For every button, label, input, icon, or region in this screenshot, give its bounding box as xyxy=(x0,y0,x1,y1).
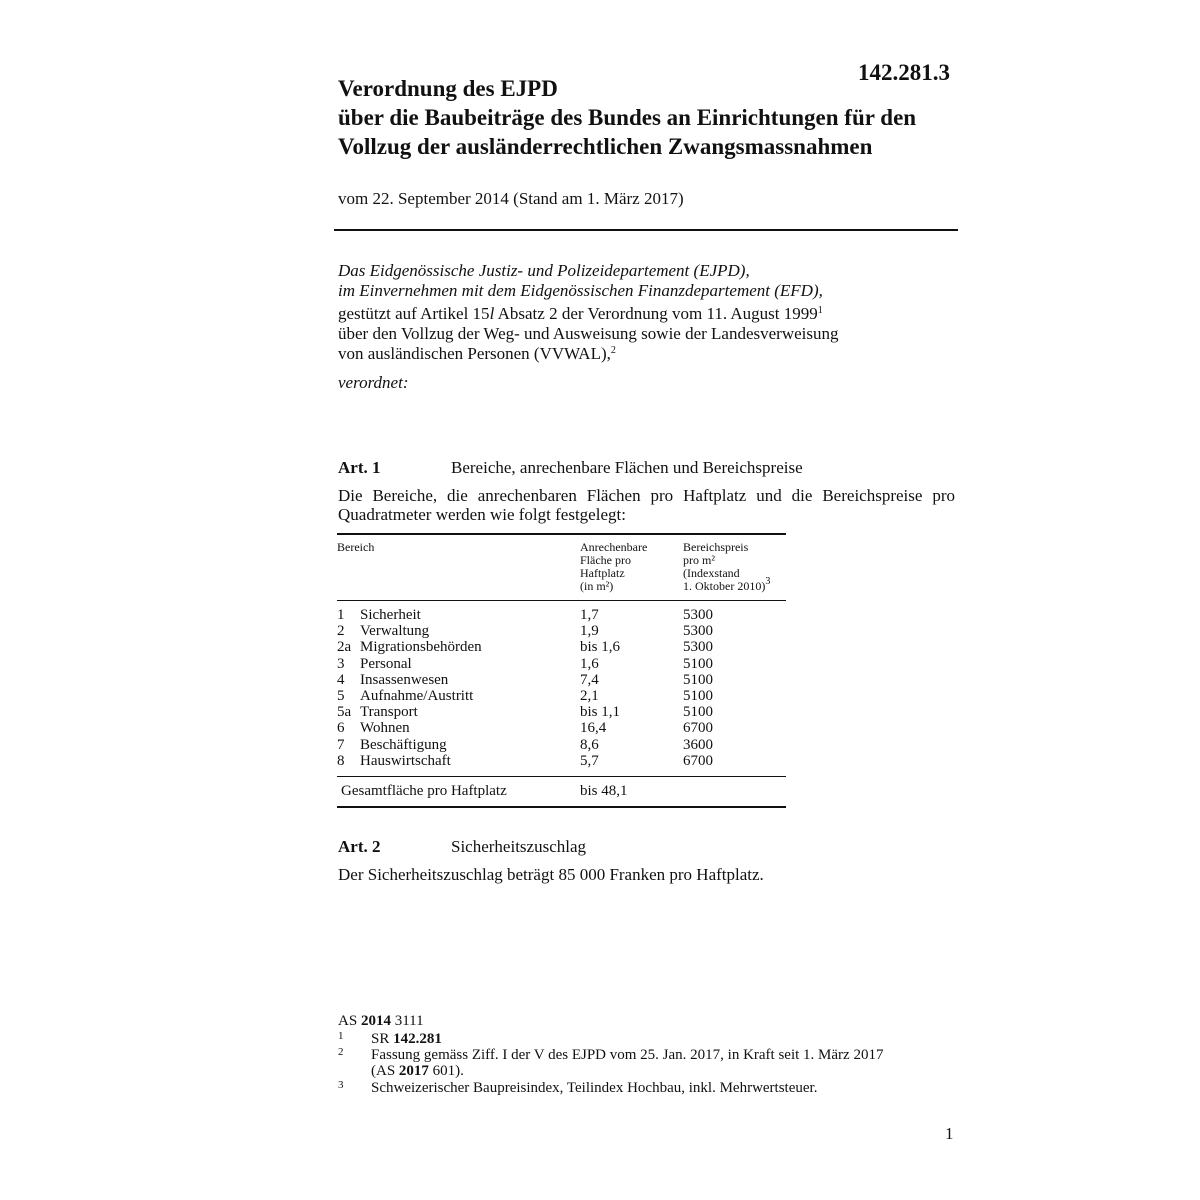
table-row xyxy=(0,737,1200,753)
table-row xyxy=(0,688,1200,704)
as-year: 2014 xyxy=(360,1013,391,1029)
preamble-authorities xyxy=(338,261,823,301)
footnote-2-mark: 2 xyxy=(338,1046,344,1058)
row-bereich: Sicherheit xyxy=(360,607,421,623)
row-bereich: Hauswirtschaft xyxy=(360,752,451,769)
th-flaeche-2: Fläche pro xyxy=(580,553,631,567)
row-preis: 3600 xyxy=(683,736,713,753)
table-rule-top xyxy=(337,533,786,535)
header-rule xyxy=(334,229,958,231)
table-row xyxy=(0,639,1200,655)
authority-efd: im Einvernehmen mit dem Eidgenössischen Finanzdepartement (EFD), xyxy=(338,281,823,300)
total-area: bis 48,1 xyxy=(580,783,628,799)
row-flaeche: 7,4 xyxy=(580,671,599,688)
row-number: 5a xyxy=(337,704,352,721)
footnote-1-mark: 1 xyxy=(338,1030,344,1042)
th-preis-1: Bereichspreis xyxy=(683,540,749,554)
row-flaeche: 2,1 xyxy=(580,688,599,704)
row-bereich: Verwaltung xyxy=(360,623,430,640)
title-line-1: Verordnung des EJPD xyxy=(338,76,558,101)
document-title xyxy=(338,74,978,161)
page-number: 1 xyxy=(945,1124,954,1143)
basis-text-c: Absatz 2 der Verordnung vom 11. August 1999 xyxy=(494,304,818,323)
row-bereich: Aufnahme/Austritt xyxy=(360,688,474,704)
preamble-basis xyxy=(338,304,958,364)
basis-line-2: über den Vollzug der Weg- und Ausweisung sowie der Landesverweisung xyxy=(338,324,839,343)
table-row xyxy=(0,607,1200,623)
row-flaeche: 8,6 xyxy=(580,736,599,753)
verordnet: verordnet: xyxy=(338,373,409,392)
row-bereich: Wohnen xyxy=(360,720,410,737)
fn1-number: 142.281 xyxy=(393,1031,442,1047)
footnote-1 xyxy=(371,1031,442,1047)
as-page: 3111 xyxy=(390,1013,424,1029)
table-row xyxy=(0,753,1200,769)
row-flaeche: 1,7 xyxy=(580,607,599,623)
footnote-ref-3[interactable]: 3 xyxy=(765,576,771,587)
row-preis: 5300 xyxy=(683,623,713,640)
row-bereich: Transport xyxy=(360,704,418,721)
row-bereich: Migrationsbehörden xyxy=(360,639,482,656)
row-number: 4 xyxy=(337,671,345,688)
art1-title: Bereiche, anrechenbare Flächen und Bereichspreise xyxy=(451,458,803,477)
row-number: 1 xyxy=(337,607,345,623)
table-row xyxy=(0,704,1200,720)
basis-text-letter: l xyxy=(489,304,495,323)
total-label: Gesamtfläche pro Haftplatz xyxy=(341,783,507,799)
title-line-2: über die Baubeiträge des Bundes an Einrichtungen für den xyxy=(338,105,917,130)
row-preis: 5100 xyxy=(683,688,713,704)
th-preis-4 xyxy=(683,576,771,593)
basis-text-3: von ausländischen Personen (VVWAL), xyxy=(338,344,611,363)
th-flaeche-4: (in m²) xyxy=(580,579,614,593)
art1-number: Art. 1 xyxy=(338,458,381,477)
table-row xyxy=(0,720,1200,736)
row-number: 2 xyxy=(337,623,345,640)
row-bereich: Insassenwesen xyxy=(360,671,449,688)
table-row xyxy=(0,656,1200,672)
row-number: 2a xyxy=(337,639,352,656)
footnote-2 xyxy=(371,1047,883,1079)
fn2-year: 2017 xyxy=(398,1063,429,1079)
footnote-ref-2[interactable]: 2 xyxy=(610,345,616,356)
th-preis-3: (Indexstand xyxy=(683,566,740,580)
fn1-prefix: SR xyxy=(371,1031,394,1047)
sr-number: 142.281.3 xyxy=(858,60,950,85)
art2-title: Sicherheitszuschlag xyxy=(451,837,587,856)
row-preis: 5100 xyxy=(683,704,713,721)
as-prefix: AS xyxy=(338,1013,361,1029)
footnote-3: Schweizerischer Baupreisindex, Teilindex Hochbau, inkl. Mehrwertsteuer. xyxy=(371,1080,818,1096)
row-number: 8 xyxy=(337,752,345,769)
row-preis: 5300 xyxy=(683,607,713,623)
row-preis: 5100 xyxy=(683,671,713,688)
fn2-line-1: Fassung gemäss Ziff. I der V des EJPD vom 25. Jan. 2017, in Kraft seit 1. März 2017 xyxy=(371,1047,884,1063)
basis-line-1 xyxy=(338,304,958,324)
date-line: vom 22. September 2014 (Stand am 1. März 2017) xyxy=(338,189,684,208)
table-rule-header xyxy=(337,600,786,601)
row-flaeche: bis 1,1 xyxy=(580,704,621,721)
th-preis-4-text: 1. Oktober 2010) xyxy=(683,579,766,593)
row-bereich: Personal xyxy=(360,655,412,672)
row-bereich: Beschäftigung xyxy=(360,736,447,753)
row-flaeche: 16,4 xyxy=(580,720,607,737)
th-bereich: Bereich xyxy=(337,540,375,554)
row-number: 5 xyxy=(337,688,345,704)
row-flaeche: 1,9 xyxy=(580,623,599,640)
table-rule-total xyxy=(337,776,786,777)
th-preis xyxy=(683,541,770,593)
row-flaeche: 5,7 xyxy=(580,752,599,769)
row-number: 6 xyxy=(337,720,345,737)
row-preis: 6700 xyxy=(683,720,713,737)
art2-number: Art. 2 xyxy=(338,837,381,856)
art2-text: Der Sicherheitszuschlag beträgt 85 000 Franken pro Haftplatz. xyxy=(338,865,764,884)
footnote-3-mark: 3 xyxy=(338,1079,344,1091)
fn2-a: (AS xyxy=(371,1063,399,1079)
row-flaeche: bis 1,6 xyxy=(580,639,621,656)
footnote-ref-1[interactable]: 1 xyxy=(817,305,823,316)
as-reference xyxy=(338,1013,424,1029)
table-rule-bottom xyxy=(337,806,786,808)
th-flaeche-3: Haftplatz xyxy=(580,566,625,580)
authority-ejpd: Das Eidgenössische Justiz- und Polizeidepartement (EJPD), xyxy=(338,261,750,280)
th-flaeche-1: Anrechenbare xyxy=(580,540,648,554)
art1-heading xyxy=(338,458,803,478)
row-number: 7 xyxy=(337,736,345,753)
row-number: 3 xyxy=(337,655,345,672)
basis-text-a: gestützt auf Artikel 15 xyxy=(338,304,490,323)
row-preis: 5100 xyxy=(683,655,713,672)
fn2-line-2 xyxy=(371,1063,883,1079)
row-preis: 6700 xyxy=(683,752,713,769)
art2-heading xyxy=(338,837,586,857)
th-preis-2: pro m² xyxy=(683,553,715,567)
art1-text: Die Bereiche, die anrechenbaren Flächen pro Haftplatz und die Bereichspreise pro Quadratmeter werden wie folgt festgelegt: xyxy=(338,486,955,524)
th-flaeche xyxy=(580,541,647,593)
table-row xyxy=(0,672,1200,688)
table-row xyxy=(0,623,1200,639)
basis-line-3 xyxy=(338,344,958,364)
row-flaeche: 1,6 xyxy=(580,655,599,672)
fn2-b: 601). xyxy=(428,1063,464,1079)
title-line-3: Vollzug der ausländerrechtlichen Zwangsmassnahmen xyxy=(338,134,873,159)
row-preis: 5300 xyxy=(683,639,713,656)
